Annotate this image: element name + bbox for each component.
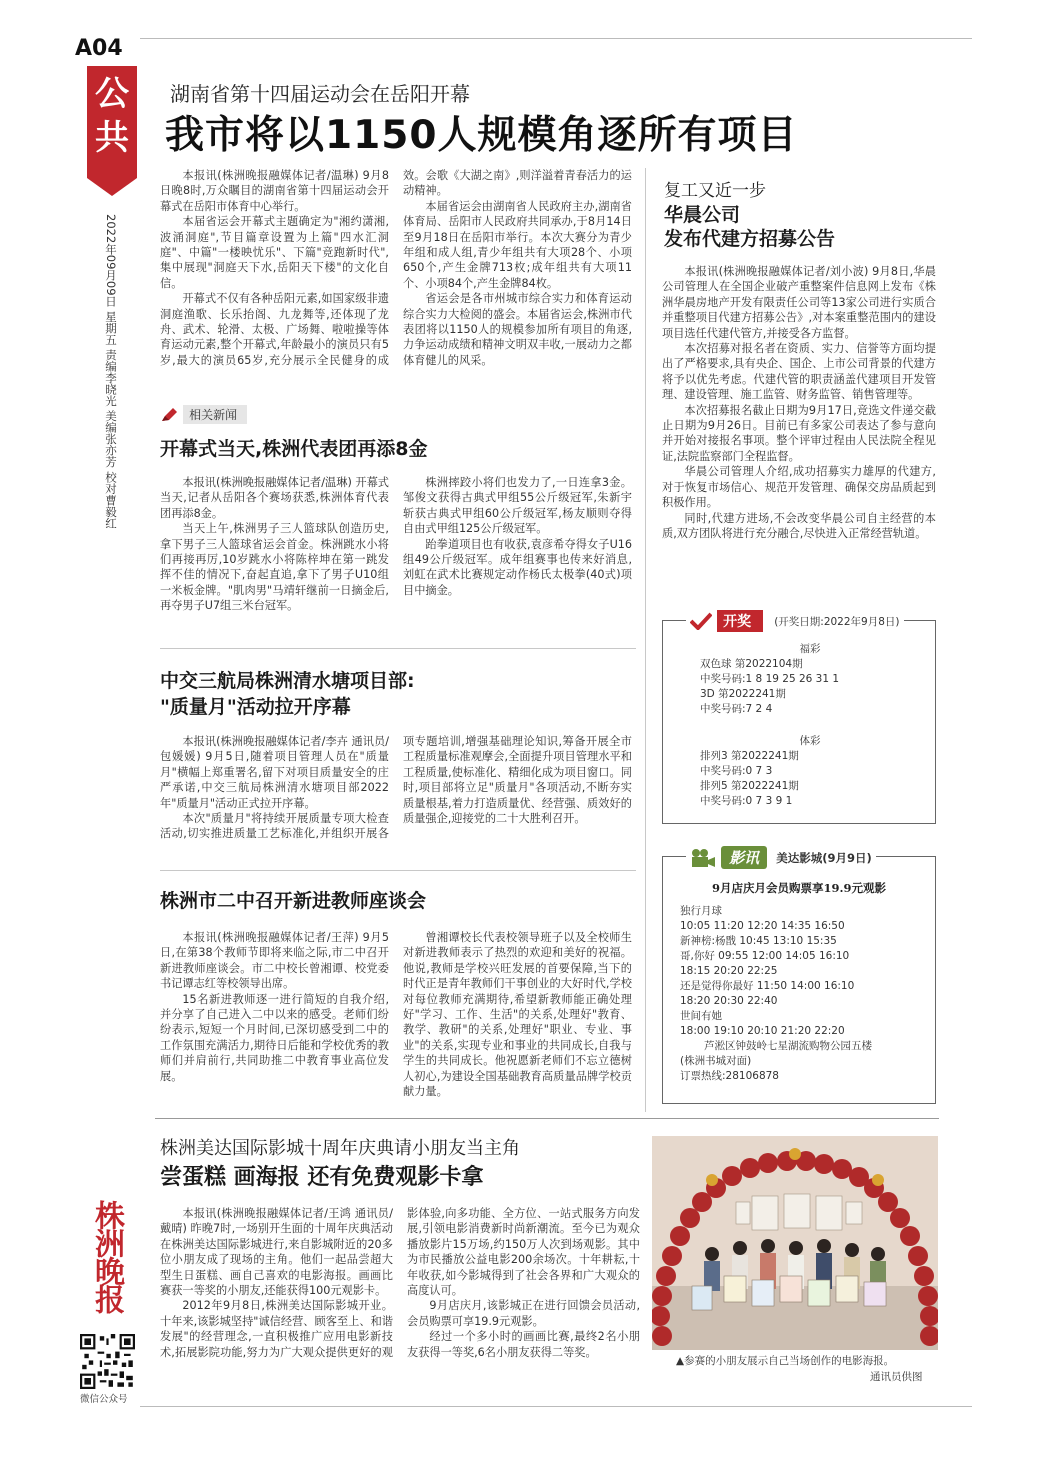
huachen-paragraph: 本次招募报名截止日期为9月17日,竞选文件递交截止日期为9月26日。目前已有多家公司表达了参与意向并开始对接报名事项。整个评审过程由人民法院全程见证,法院监察部门全程监督。 — [662, 403, 936, 463]
ticai-line: 排列3 第2022241期 — [700, 750, 799, 762]
ticai-line: 排列5 第2022241期 — [700, 780, 799, 792]
qr-code[interactable] — [80, 1334, 135, 1389]
huachen-paragraph: 华晨公司管理人介绍,成功招募实力雄厚的代建方,对于恢复市场信心、规范开发管理、确保交房品质起到积极作用。 — [662, 465, 936, 510]
cinema-promo: 9月店庆月会员购票享19.9元观影 — [711, 881, 886, 895]
fucai-line: 中奖号码:7 2 4 — [700, 703, 773, 715]
huachen-kicker: 复工又近一步 — [664, 181, 766, 201]
erzhong-paragraph: 本报讯(株洲晚报融媒体记者/王萍) 9月5日,在第38个教师节即将来临之际,市二中召开新进教师座谈会。市二中校长曾湘谭、校党委书记谭志红等校领导出席。 — [160, 931, 389, 991]
cinema-schedule — [680, 904, 930, 1084]
zhongjiao-headline-1: 中交三航局株洲清水塘项目部: — [160, 670, 415, 692]
cinema-line: 18:00 19:10 20:10 21:20 22:20 — [680, 1025, 845, 1037]
lottery-date: (开奖日期:2022年9月8日) — [774, 615, 900, 628]
zhongjiao-paragraph: 本次"质量月"将持续开展质量专项大检查活动,切实推进质量工艺标准化,并组织开展各项专题培训,增强基础理论知识,筹备开展全市工程质量标准观摩会,全面提升项目管理水平和工程质量,使标准化、精细化成为项目窗口。同时,项目部将立足"质量月"各项活动,不断夯实质量根基,着力打造质量优、经营强、质效好的质量强企,迎接党的二十大胜利召开。 — [160, 735, 632, 841]
huachen-body — [662, 264, 936, 596]
lead-paragraph: 本届省运会由湖南省人民政府主办,湖南省体育局、岳阳市人民政府共同承办,于8月14日至9月18日在岳阳市举行。本次大赛分为青少年组和成人组,青少年组共有大项28个、小项650个,产生金牌713枚;成年组共有大项11个、小项84个,产生金牌84枚。 — [403, 199, 632, 290]
meida-paragraph: 经过一个多小时的画画比赛,最终2名小朋友获得一等奖,6名小朋友获得二等奖。 — [407, 1330, 640, 1359]
lottery-tag: 开奖 — [717, 610, 763, 632]
masthead-logo — [86, 1200, 134, 1316]
bottom-rule — [140, 1406, 972, 1407]
related-paragraph: 株洲摔跤小将们也发力了,一日连拿3金。邹俊文获得古典式甲组55公斤级冠军,朱新宇斩获古典式甲组60公斤级冠军,杨友顺则夺得自由式甲组125公斤级冠军。 — [403, 476, 632, 536]
lead-kicker: 湖南省第十四届运动会在岳阳开幕 — [170, 82, 470, 106]
event-photo — [652, 1136, 938, 1350]
huachen-paragraph: 本报讯(株洲晚报融媒体记者/刘小波) 9月8日,华晨公司管理人在全国企业破产重整案件信息网上发布《株洲华晨房地产开发有限责任公司等13家公司进行实质合并重整项目代建方招募公告》,对本案重整范围内的建设项目选任代建代管方,并接受各方监督。 — [662, 265, 936, 340]
checkmark-icon — [690, 612, 712, 630]
related-headline: 开幕式当天,株洲代表团再添8金 — [160, 438, 428, 460]
divider — [160, 648, 636, 649]
lottery-header — [686, 610, 904, 632]
related-tag-label: 相关新闻 — [183, 405, 247, 424]
lead-paragraph: 开幕式不仅有各种岳阳元素,如国家级非遗洞庭渔歌、长乐抬阁、九龙舞等,还体现了龙舟、武术、轮滑、太极、广场舞、啦啦操等体育运动元素,整个开幕式,年龄最小的演员只有5岁,最大的演员65岁,充分展示全民健身的成效。会歌《大湖之南》,则洋溢着青春活力的运动精神。 — [160, 169, 632, 367]
cinema-line: 还是觉得你最好 11:50 14:00 16:10 — [680, 980, 855, 992]
cinema-line: 18:15 20:20 22:25 — [680, 965, 778, 977]
zhongjiao-body — [160, 734, 632, 864]
ticai-line: 中奖号码:0 7 3 9 1 — [700, 795, 793, 807]
cinema-line: 18:20 20:30 22:40 — [680, 995, 778, 1007]
cinema-line: 10:05 11:20 12:20 14:35 16:50 — [680, 920, 845, 932]
divider — [160, 870, 636, 871]
section-label: 公共 — [95, 74, 129, 158]
photo-credit: 通讯员供图 — [870, 1371, 923, 1383]
cinema-line: 哥,你好 09:55 12:00 14:05 16:10 — [680, 950, 850, 962]
lottery-ticai — [700, 734, 920, 809]
dateline: 2022年09月09日 星期五 责编李晓光 美编张亦芳 校对曹毅红 — [104, 214, 118, 529]
meida-paragraph: 本报讯(株洲晚报融媒体记者/王鸿 通讯员/戴晴) 昨晚7时,一场别开生面的十周年庆典活动在株洲美达国际影城进行,来自影城附近的20多位小朋友成了现场的主角。他们一起品尝超大型生日蛋糕、画自己喜欢的电影海报。画画比赛获一等奖的小朋友,还能获得100元观影卡。 — [160, 1207, 393, 1298]
qr-caption: 微信公众号 — [80, 1394, 128, 1405]
meida-kicker: 株洲美达国际影城十周年庆典请小朋友当主角 — [160, 1138, 520, 1159]
masthead-text: 株洲晚报 — [89, 1200, 124, 1312]
photo-caption: ▲参赛的小朋友展示自己当场创作的电影海报。 — [676, 1355, 895, 1367]
lead-paragraph: 本报讯(株洲晚报融媒体记者/温琳) 9月8日晚8时,万众瞩目的湖南省第十四届运动会开幕式在岳阳市体育中心举行。 — [160, 169, 389, 213]
lead-headline: 我市将以1150人规模角逐所有项目 — [165, 113, 798, 158]
lead-body — [160, 168, 632, 390]
fucai-line: 双色球 第2022104期 — [700, 658, 803, 670]
erzhong-paragraph: 15名新进教师逐一进行简短的自我介绍,并分享了自己进入二中以来的感受。老师们纷纷表示,短短一个月时间,已深切感受到二中的工作氛围充满活力,期待日后能和学校优秀的教师们并肩前行,共同助推二中教育事业高位发展。 — [160, 992, 389, 1083]
related-paragraph: 跆拳道项目也有收获,袁彦希夺得女子U16组49公斤级冠军。成年组赛事也传来好消息,刘虹在武术比赛规定动作杨氏太极拳(40式)项目中摘金。 — [403, 537, 632, 597]
erzhong-body — [160, 930, 632, 1108]
erzhong-paragraph: 曾湘谭校长代表校领导班子以及全校师生对新进教师表示了热烈的欢迎和美好的祝福。他说,教师是学校兴旺发展的首要保障,当下的时代正是青年教师们干事创业的大好时代,学校对每位教师充满期待,希望新教师能正确处理好"学习、工作、生活"的关系,处理好"教育、教学、教研"的关系,处理好"职业、专业、事业"的关系,实现专业和事业的共同成长,自我与学生的共同成长。他祝愿新老师们不忘立德树人初心,为建设全国基础教育高质量品牌学校贡献力量。 — [403, 931, 632, 1099]
meida-paragraph: 2012年9月8日,株洲美达国际影城开业。十年来,该影城坚持"诚信经营、顾客至上、和谐发展"的经营理念,一直积极推广应用电影新技术,拓展影院功能,努力为广大观众提供更好的观影体验,向多功能、全方位、一站式服务方向发展,引领电影消费新时尚新潮流。至今已为观众播放影片15万场,约150万人次到场观影。其中为市民播放公益电影200余场次。十年耕耘,十年收获,如今影城得到了社会各界和广大观众的高度认可。 — [160, 1207, 640, 1359]
huachen-headline-2: 发布代建方招募公告 — [664, 228, 836, 250]
lead-paragraph: 本届省运会开幕式主题确定为"湘约潇湘,波涌洞庭",节目篇章设置为上篇"四水汇洞庭"、中篇"一楼映忧乐"、下篇"竞跑新时代",集中展现"洞庭天下水,岳阳天下楼"的文化自信。 — [160, 215, 389, 290]
zhongjiao-paragraph: 本报讯(株洲晚报融媒体记者/李卉 通讯员/包媛媛) 9月5日,随着项目管理人员在"质量月"横幅上郑重署名,留下对项目质量安全的庄严承诺,中交三航局株洲清水塘项目部2022年"质量月"活动正式拉开序幕。 — [160, 735, 389, 810]
cinema-line: (株洲书城对面) — [680, 1055, 752, 1067]
huachen-paragraph: 本次招募对报名者在资质、实力、信誉等方面均提出了严格要求,具有央企、国企、上市公司背景的代建方将予以优先考虑。代建代管的职责涵盖代建项目开发管理、建设管理、施工监管、财务监管、销售管理等。 — [662, 342, 936, 402]
page-number: A04 — [75, 36, 123, 61]
cinema-tag: 影讯 — [721, 846, 767, 869]
cinema-line: 新神榜:杨戬 10:45 13:10 15:35 — [680, 935, 837, 947]
fucai-line: 3D 第2022241期 — [700, 688, 786, 700]
meida-paragraph: 9月店庆月,该影城正在进行回馈会员活动,会员购票可享19.9元观影。 — [407, 1299, 640, 1328]
divider — [155, 1118, 939, 1119]
meida-body — [160, 1206, 640, 1384]
cinema-line: 芦淞区钟鼓岭七星湖流购物公园五楼 — [704, 1040, 872, 1052]
cinema-header — [686, 846, 876, 869]
huachen-headline-1: 华晨公司 — [664, 204, 741, 226]
related-body — [160, 475, 632, 637]
related-paragraph: 本报讯(株洲晚报融媒体记者/温琳) 开幕式当天,记者从岳阳各个赛场获悉,株洲体育代表团再添8金。 — [160, 476, 389, 520]
top-rule — [140, 38, 972, 39]
meida-headline: 尝蛋糕 画海报 还有免费观影卡拿 — [160, 1165, 484, 1190]
fucai-title: 福彩 — [799, 643, 821, 655]
related-paragraph: 当天上午,株洲男子三人篮球队创造历史,拿下男子三人篮球省运会首金。株洲跳水小将们再接再厉,10岁跳水小将陈梓坤在第一跳发挥不佳的情况下,奋起直追,拿下了男子U10组一米板金牌。"肌肉男"马靖轩继前一日摘金后,再夺男子U7组三米台冠军。 — [160, 522, 389, 613]
related-tag — [160, 404, 247, 424]
ticai-title: 体彩 — [799, 735, 821, 747]
huachen-paragraph: 同时,代建方进场,不会改变华晨公司自主经营的本质,双方团队将进行充分融合,尽快进入正常经营轨道。 — [662, 511, 936, 540]
lottery-fucai — [700, 642, 920, 717]
fucai-line: 中奖号码:1 8 19 25 26 31 1 — [700, 673, 840, 685]
column-divider — [645, 168, 646, 1112]
cinema-line: 世间有她 — [680, 1010, 722, 1022]
lead-paragraph: 省运会是各市州城市综合实力和体育运动综合实力大检阅的盛会。本届省运会,株洲市代表团将以1150人的规模参加所有项目的角逐,力争运动成绩和精神文明双丰收,一展动力之都体育健儿的风采。 — [403, 292, 632, 367]
pen-icon — [160, 407, 178, 423]
film-camera-icon — [690, 848, 716, 868]
cinema-line: 独行月球 — [680, 905, 722, 917]
cinema-name: 美达影城(9月9日) — [776, 850, 872, 865]
erzhong-headline: 株洲市二中召开新进教师座谈会 — [160, 890, 427, 912]
zhongjiao-headline-2: "质量月"活动拉开序幕 — [160, 696, 351, 718]
cinema-line: 订票热线:28106878 — [680, 1070, 779, 1082]
ticai-line: 中奖号码:0 7 3 — [700, 765, 773, 777]
